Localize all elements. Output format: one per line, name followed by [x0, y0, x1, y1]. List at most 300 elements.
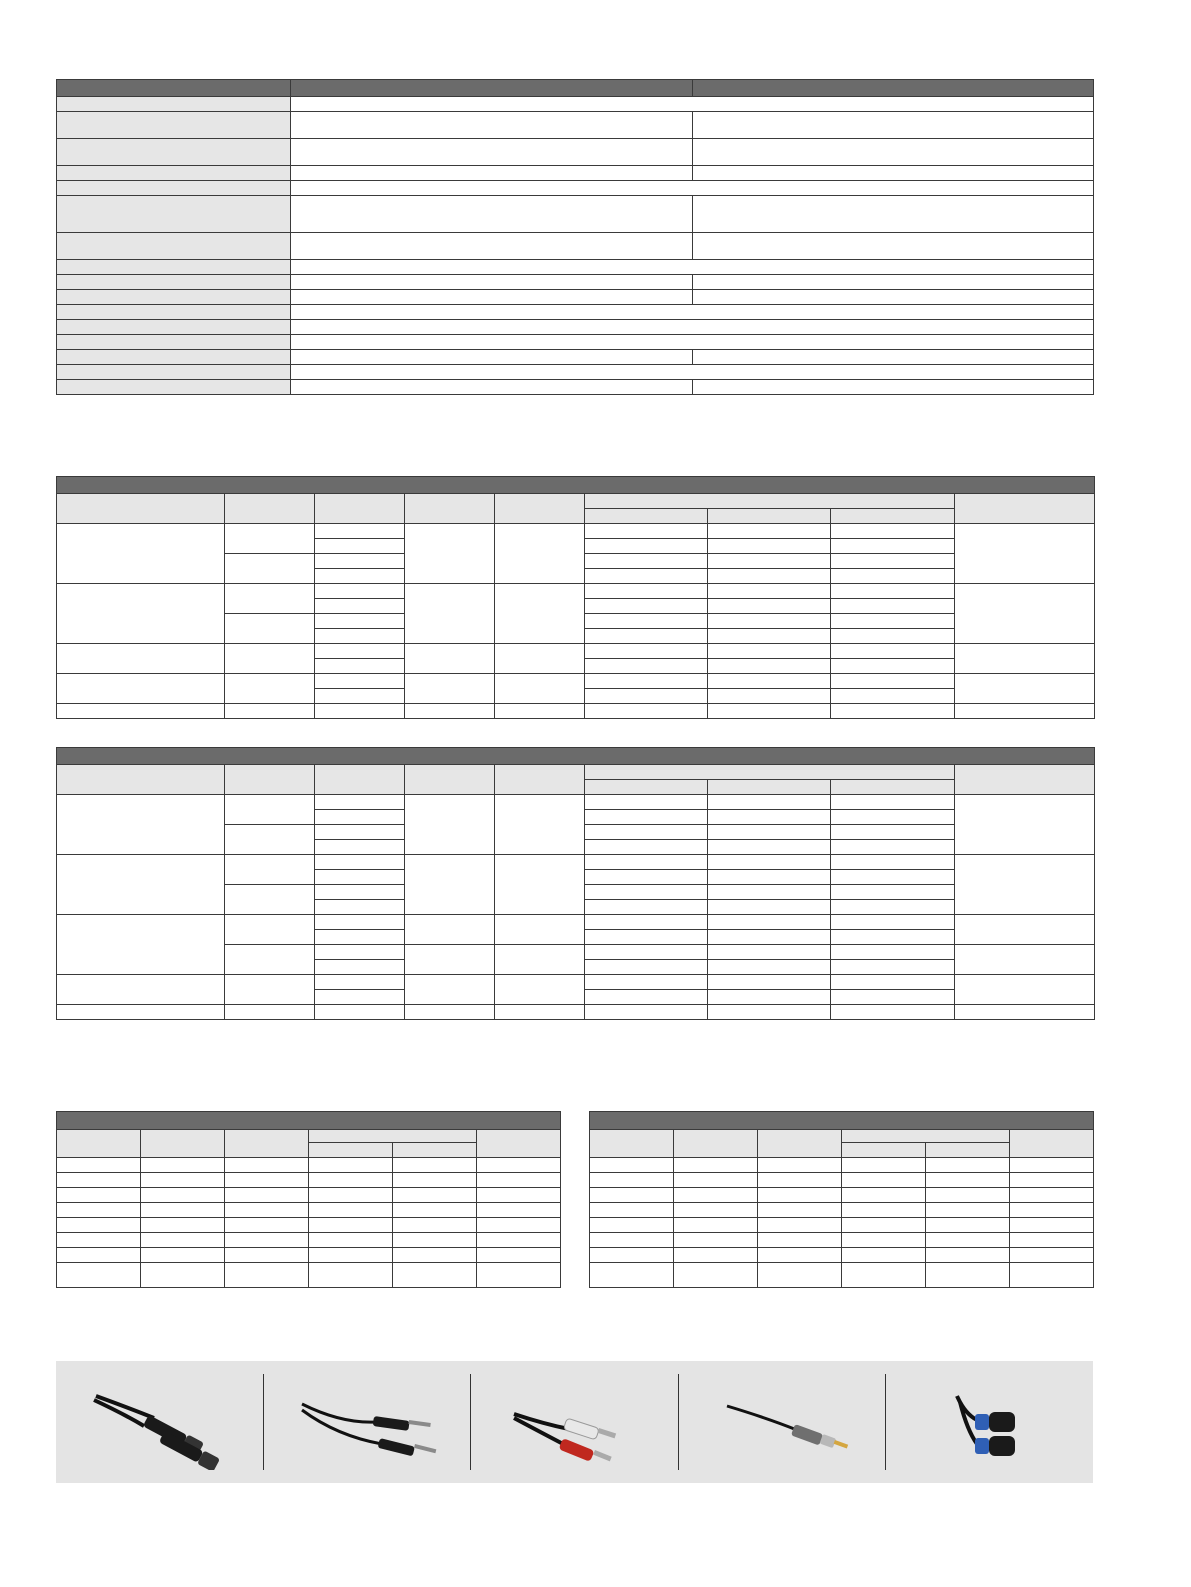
table-cell [585, 584, 708, 599]
column-header [315, 494, 405, 524]
table-row [57, 1218, 561, 1233]
table-cell [831, 975, 955, 990]
table-cell [225, 1173, 309, 1188]
table-cell [758, 1203, 842, 1218]
sub-column-header [708, 509, 831, 524]
table-cell [1010, 1233, 1094, 1248]
table-cell [674, 1158, 758, 1173]
table-cell [225, 1218, 309, 1233]
table-cell [831, 885, 955, 900]
table-cell [585, 539, 708, 554]
table-cell [477, 1173, 561, 1188]
column-header [57, 765, 225, 795]
table-cell [842, 1188, 926, 1203]
specs-value [291, 290, 693, 305]
column-header [57, 1130, 141, 1158]
table-cell [926, 1188, 1010, 1203]
table-cell [57, 1233, 141, 1248]
table-cell [315, 569, 405, 584]
column-header [405, 765, 495, 795]
specs-row [57, 166, 1094, 181]
table-cell [315, 855, 405, 870]
specs-row [57, 380, 1094, 395]
table-cell [590, 1218, 674, 1233]
table-cell [1010, 1158, 1094, 1173]
specs-row-label [57, 196, 291, 233]
table-cell [405, 915, 495, 945]
table-cell [141, 1263, 225, 1288]
table-cell [225, 975, 315, 1005]
table-row [57, 674, 1095, 689]
table-cell [708, 960, 831, 975]
table-cell [393, 1248, 477, 1263]
table-cell [590, 1173, 674, 1188]
table-cell [225, 855, 315, 885]
table-cell [393, 1263, 477, 1288]
specs-row-label [57, 380, 291, 395]
table-cell [225, 644, 315, 674]
table-cell [225, 945, 315, 975]
table-row [590, 1218, 1094, 1233]
table-cell [708, 659, 831, 674]
table-cell [477, 1218, 561, 1233]
specs-row [57, 97, 1094, 112]
specs-column-header [57, 80, 291, 97]
table-cell [225, 915, 315, 945]
table-cell [955, 945, 1095, 975]
table-cell [758, 1158, 842, 1173]
specs-row [57, 275, 1094, 290]
table-cell [495, 674, 585, 704]
table-cell [831, 930, 955, 945]
specs-row [57, 181, 1094, 196]
table-cell [955, 915, 1095, 945]
table-cell [708, 644, 831, 659]
table-cell [405, 945, 495, 975]
table-cell [708, 930, 831, 945]
column-header [1010, 1130, 1094, 1158]
table-cell [495, 1005, 585, 1020]
rca-cable-photo [470, 1374, 678, 1470]
column-group-header [309, 1130, 477, 1143]
table-cell [315, 689, 405, 704]
specs-value [291, 139, 693, 166]
table-cell [926, 1263, 1010, 1288]
table-row [57, 1248, 561, 1263]
table-cell [393, 1158, 477, 1173]
table-cell [926, 1158, 1010, 1173]
table-row [57, 704, 1095, 719]
table-cell [590, 1158, 674, 1173]
specs-row [57, 112, 1094, 139]
table-cell [309, 1173, 393, 1188]
table-cell [708, 704, 831, 719]
sub-column-header [831, 509, 955, 524]
table-cell [831, 554, 955, 569]
table-cell [831, 900, 955, 915]
table-cell [708, 975, 831, 990]
product-table-2 [56, 747, 1095, 1020]
table-row [57, 975, 1095, 990]
table-cell [585, 975, 708, 990]
table-cell [585, 930, 708, 945]
table-cell [955, 1005, 1095, 1020]
table-cell [315, 975, 405, 990]
specs-row-label [57, 275, 291, 290]
specs-value [291, 305, 1094, 320]
table-cell [708, 1005, 831, 1020]
specs-value [291, 233, 693, 260]
table-cell [405, 975, 495, 1005]
rca-cable-icon [489, 1374, 659, 1470]
sub-column-header [708, 780, 831, 795]
table-cell [585, 674, 708, 689]
table-cell [585, 614, 708, 629]
specs-value [693, 139, 1094, 166]
product-table-1-title [57, 477, 1095, 494]
table-cell [926, 1248, 1010, 1263]
table-cell [495, 975, 585, 1005]
table-cell [141, 1158, 225, 1173]
table-cell [585, 795, 708, 810]
table-cell [831, 524, 955, 539]
table-cell [141, 1203, 225, 1218]
specs-value [291, 97, 1094, 112]
table-cell [585, 840, 708, 855]
sub-column-header [585, 509, 708, 524]
table-cell [585, 885, 708, 900]
xlr-cable-photo [56, 1374, 263, 1470]
specs-row [57, 260, 1094, 275]
specs-row [57, 365, 1094, 380]
column-group-header [585, 494, 955, 509]
small-table-1 [56, 1111, 561, 1288]
table-cell [477, 1263, 561, 1288]
table-cell [831, 915, 955, 930]
table-cell [393, 1173, 477, 1188]
table-cell [225, 825, 315, 855]
table-cell [57, 584, 225, 644]
table-cell [309, 1248, 393, 1263]
table-cell [831, 644, 955, 659]
small-table-2-title [590, 1112, 1094, 1130]
table-cell [315, 960, 405, 975]
table-cell [495, 704, 585, 719]
table-cell [477, 1248, 561, 1263]
table-cell [495, 795, 585, 855]
specs-value [291, 350, 693, 365]
specs-row-label [57, 320, 291, 335]
table-cell [842, 1233, 926, 1248]
table-cell [57, 674, 225, 704]
table-cell [585, 990, 708, 1005]
column-group-header [585, 765, 955, 780]
table-cell [842, 1173, 926, 1188]
table-cell [758, 1248, 842, 1263]
table-cell [315, 1005, 405, 1020]
table-cell [674, 1203, 758, 1218]
table-cell [405, 584, 495, 644]
table-row [57, 1188, 561, 1203]
speakon-cable-photo [885, 1374, 1093, 1470]
table-cell [225, 795, 315, 825]
table-row [57, 524, 1095, 539]
table-cell [708, 870, 831, 885]
specs-row [57, 320, 1094, 335]
specs-row-label [57, 350, 291, 365]
table-cell [315, 915, 405, 930]
table-cell [57, 1203, 141, 1218]
table-cell [708, 539, 831, 554]
sub-column-header [831, 780, 955, 795]
sub-column-header [926, 1143, 1010, 1158]
specs-value [693, 350, 1094, 365]
table-cell [57, 915, 225, 975]
quarter-inch-cable-photo [263, 1374, 471, 1470]
table-cell [495, 584, 585, 644]
table-cell [57, 704, 225, 719]
table-cell [1010, 1263, 1094, 1288]
table-cell [225, 1248, 309, 1263]
table-cell [708, 674, 831, 689]
table-cell [1010, 1173, 1094, 1188]
table-cell [477, 1188, 561, 1203]
specs-row-label [57, 166, 291, 181]
table-cell [315, 900, 405, 915]
table-cell [831, 599, 955, 614]
specs-row [57, 233, 1094, 260]
small-table-1-title [57, 1112, 561, 1130]
column-header [225, 1130, 309, 1158]
column-header [495, 494, 585, 524]
table-cell [225, 1005, 315, 1020]
table-cell [225, 1263, 309, 1288]
column-header [225, 765, 315, 795]
table-row [590, 1158, 1094, 1173]
table-row [57, 1203, 561, 1218]
table-cell [674, 1188, 758, 1203]
table-cell [309, 1263, 393, 1288]
specs-table-body [57, 80, 1094, 395]
sub-column-header [309, 1143, 393, 1158]
table-cell [831, 1005, 955, 1020]
table-cell [315, 674, 405, 689]
table-cell [758, 1188, 842, 1203]
table-cell [585, 569, 708, 584]
table-cell [831, 945, 955, 960]
specs-value [291, 335, 1094, 350]
table-cell [842, 1158, 926, 1173]
table-cell [955, 524, 1095, 584]
table-cell [1010, 1218, 1094, 1233]
table-cell [758, 1173, 842, 1188]
table-cell [495, 524, 585, 584]
specs-value [291, 181, 1094, 196]
table-cell [708, 825, 831, 840]
table-cell [585, 524, 708, 539]
table-cell [1010, 1188, 1094, 1203]
table-cell [955, 795, 1095, 855]
specs-value [291, 260, 1094, 275]
table-row [590, 1248, 1094, 1263]
table-row [590, 1173, 1094, 1188]
table-cell [57, 1218, 141, 1233]
table-cell [831, 689, 955, 704]
specs-value [693, 380, 1094, 395]
table-cell [57, 644, 225, 674]
table-cell [315, 659, 405, 674]
table-cell [225, 1233, 309, 1248]
table-cell [225, 1158, 309, 1173]
specs-row-label [57, 290, 291, 305]
specs-column-header [291, 80, 693, 97]
specs-row-label [57, 335, 291, 350]
table-cell [585, 945, 708, 960]
table-cell [708, 554, 831, 569]
table-cell [842, 1203, 926, 1218]
specs-row-label [57, 139, 291, 166]
table-cell [405, 674, 495, 704]
table-cell [57, 1173, 141, 1188]
table-cell [674, 1173, 758, 1188]
column-header [955, 494, 1095, 524]
column-header [225, 494, 315, 524]
table-cell [590, 1263, 674, 1288]
table-cell [315, 825, 405, 840]
table-cell [405, 795, 495, 855]
table-cell [955, 584, 1095, 644]
table-cell [57, 1188, 141, 1203]
table-cell [477, 1233, 561, 1248]
sub-column-header [842, 1143, 926, 1158]
table-cell [225, 704, 315, 719]
table-cell [708, 915, 831, 930]
table-cell [708, 524, 831, 539]
table-cell [831, 810, 955, 825]
table-cell [831, 704, 955, 719]
table-cell [315, 554, 405, 569]
specs-table [56, 79, 1094, 395]
mini-jack-cable-photo [678, 1374, 886, 1470]
specs-value [693, 275, 1094, 290]
table-cell [57, 1158, 141, 1173]
specs-value [693, 166, 1094, 181]
table-cell [831, 855, 955, 870]
table-cell [758, 1233, 842, 1248]
table-cell [955, 975, 1095, 1005]
table-cell [926, 1203, 1010, 1218]
table-cell [831, 569, 955, 584]
table-cell [674, 1263, 758, 1288]
table-cell [141, 1173, 225, 1188]
table-cell [955, 704, 1095, 719]
column-group-header [842, 1130, 1010, 1143]
table-cell [315, 704, 405, 719]
table-row [57, 915, 1095, 930]
table-cell [495, 915, 585, 945]
table-cell [831, 990, 955, 1005]
specs-value [693, 112, 1094, 139]
table-row [57, 855, 1095, 870]
table-cell [955, 674, 1095, 704]
table-cell [831, 539, 955, 554]
table-cell [590, 1233, 674, 1248]
table-cell [225, 1188, 309, 1203]
table-cell [57, 524, 225, 584]
table-cell [405, 524, 495, 584]
table-cell [315, 810, 405, 825]
table-cell [315, 629, 405, 644]
table-cell [315, 584, 405, 599]
table-cell [708, 689, 831, 704]
column-header [674, 1130, 758, 1158]
table-cell [141, 1218, 225, 1233]
table-cell [831, 795, 955, 810]
specs-row-label [57, 260, 291, 275]
column-header [315, 765, 405, 795]
table-cell [708, 569, 831, 584]
table-cell [315, 524, 405, 539]
table-cell [708, 584, 831, 599]
table-cell [225, 674, 315, 704]
specs-row [57, 290, 1094, 305]
column-header [57, 494, 225, 524]
table-cell [225, 1203, 309, 1218]
table-cell [57, 1248, 141, 1263]
table-cell [405, 644, 495, 674]
table-cell [315, 930, 405, 945]
table-row [57, 1158, 561, 1173]
table-cell [590, 1188, 674, 1203]
column-header [955, 765, 1095, 795]
specs-row [57, 335, 1094, 350]
table-cell [831, 870, 955, 885]
table-cell [585, 599, 708, 614]
table-cell [758, 1218, 842, 1233]
table-cell [585, 704, 708, 719]
table-cell [225, 524, 315, 554]
column-header [477, 1130, 561, 1158]
table-cell [57, 855, 225, 915]
specs-value [291, 380, 693, 395]
table-cell [585, 870, 708, 885]
table-cell [477, 1203, 561, 1218]
table-row [57, 1233, 561, 1248]
table-cell [1010, 1203, 1094, 1218]
table-cell [708, 945, 831, 960]
specs-row-label [57, 365, 291, 380]
specs-row-label [57, 305, 291, 320]
table-cell [585, 915, 708, 930]
small-table-2 [589, 1111, 1094, 1288]
table-cell [405, 704, 495, 719]
table-cell [405, 1005, 495, 1020]
table-cell [585, 644, 708, 659]
table-cell [926, 1233, 1010, 1248]
table-cell [141, 1233, 225, 1248]
specs-row [57, 350, 1094, 365]
mini-jack-cable-icon [697, 1374, 867, 1470]
table-cell [926, 1173, 1010, 1188]
table-cell [585, 825, 708, 840]
specs-value [291, 166, 693, 181]
table-cell [831, 584, 955, 599]
table-cell [842, 1263, 926, 1288]
table-cell [831, 659, 955, 674]
table-cell [315, 795, 405, 810]
table-cell [309, 1203, 393, 1218]
table-cell [57, 1005, 225, 1020]
